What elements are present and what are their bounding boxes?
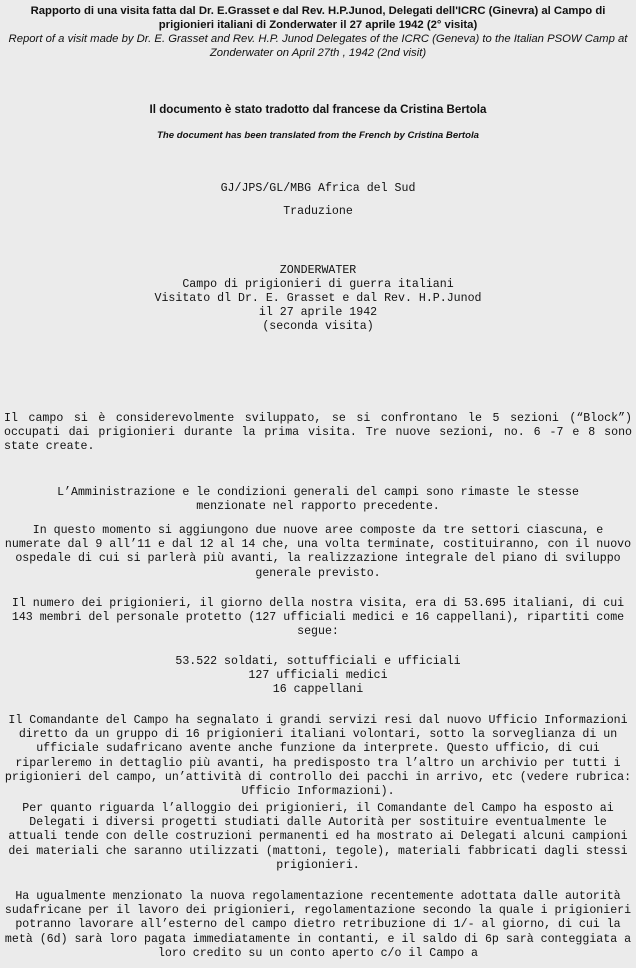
paragraph-2: L’Amministrazione e le condizioni generali del campi sono rimaste le stesse menzionate nel rapporto precedente.	[57, 486, 579, 514]
reference-label: Traduzione	[283, 205, 353, 218]
paragraph-3: In questo momento si aggiungono due nuove aree composte da tre settori ciascuna, e numerate dal 9 all’11 e dal 12 al 14 che, una volta terminate, costituiranno, con il nuovo ospedale di cui si parlerà più avanti, la realizzazione integrale del piano di sviluppo generale previsto.	[4, 524, 632, 580]
reference-code: GJ/JPS/GL/MBG Africa del Sud	[220, 182, 416, 195]
camp-name: ZONDERWATER	[279, 264, 357, 277]
document-title-italian: Rapporto di una visita fatta dal Dr. E.Grasset e dal Rev. H.P.Junod, Delegati dell'ICRC (Ginevra) al Campo di prigionieri italiani di Zonderwater il 27 aprile 1942 (2° visita)	[30, 5, 606, 31]
paragraph-5: Il Comandante del Campo ha segnalato i grandi servizi resi dal nuovo Ufficio Informazioni diretto da un gruppo di 16 prigionieri italiani volontari, sotto la sorveglianza di un ufficiale sudafricano avente anche funzione da interprete. Questo ufficio, di cui riparleremo in dettaglio più avanti, ha predisposto tra l’altro un archivio per tutti i prigionieri del campo, un’attività di controllo dei pacchi in arrivo, etc (vedere rubrica: Ufficio Informazioni).	[4, 714, 632, 799]
list-item: 127 ufficiali medici	[248, 669, 388, 682]
list-item: 16 cappellani	[272, 683, 364, 696]
camp-visitors: Visitato dl Dr. E. Grasset e dal Rev. H.P.Junod	[154, 292, 482, 305]
list-item: 53.522 soldati, sottufficiali e ufficiali	[175, 655, 461, 668]
camp-visit-number: (seconda visita)	[262, 320, 374, 333]
document-title-english: Report of a visit made by Dr. E. Grasset and Rev. H.P. Junod Delegates of the ICRC (Geneva) to the Italian PSOW Camp at Zonderwater on April 27th , 1942 (2nd visit)	[8, 33, 628, 59]
camp-visit-date: il 27 aprile 1942	[258, 306, 378, 319]
paragraph-7: Ha ugualmente menzionato la nuova regolamentazione recentemente adottata dalle autorità sudafricane per il lavoro dei prigionieri, regolamentazione secondo la quale i prigionieri potranno lavorare all’esterno del campo dietro retribuzione di 1/- al giorno, di cui la metà (6d) sarà loro pagata immediatamente in contanti, e il saldo di 6p sarà conteggiata a loro credito su un conto aperto c/o il Campo a	[4, 890, 632, 960]
paragraph-4: Il numero dei prigionieri, il giorno della nostra visita, era di 53.695 italiani, di cui 143 membri del personale protetto (127 ufficiali medici e 16 cappellani), ripartiti come segue:	[11, 597, 625, 639]
translation-note-italian: Il documento è stato tradotto dal francese da Cristina Bertola	[149, 103, 487, 116]
paragraph-6: Per quanto riguarda l’alloggio dei prigionieri, il Comandante del Campo ha esposto ai Delegati i diversi progetti studiati dalle Autorità per sostituire eventualmente le attuali tende con delle costruzioni permanenti ed ha mostrato ai Delegati alcuni campioni dei materiali che saranno utilizzati (mattoni, tegole), materiali fabbricati dagli stessi prigionieri.	[8, 802, 628, 872]
camp-description: Campo di prigionieri di guerra italiani	[182, 278, 454, 291]
paragraph-1: Il campo si è considerevolmente sviluppato, se si confrontano le 5 sezioni (“Block”) occupati dai prigionieri durante la prima visita. Tre nuove sezioni, no. 6 -7 e 8 sono state create.	[4, 412, 632, 454]
translation-note-english: The document has been translated from the French by Cristina Bertola	[157, 130, 479, 141]
